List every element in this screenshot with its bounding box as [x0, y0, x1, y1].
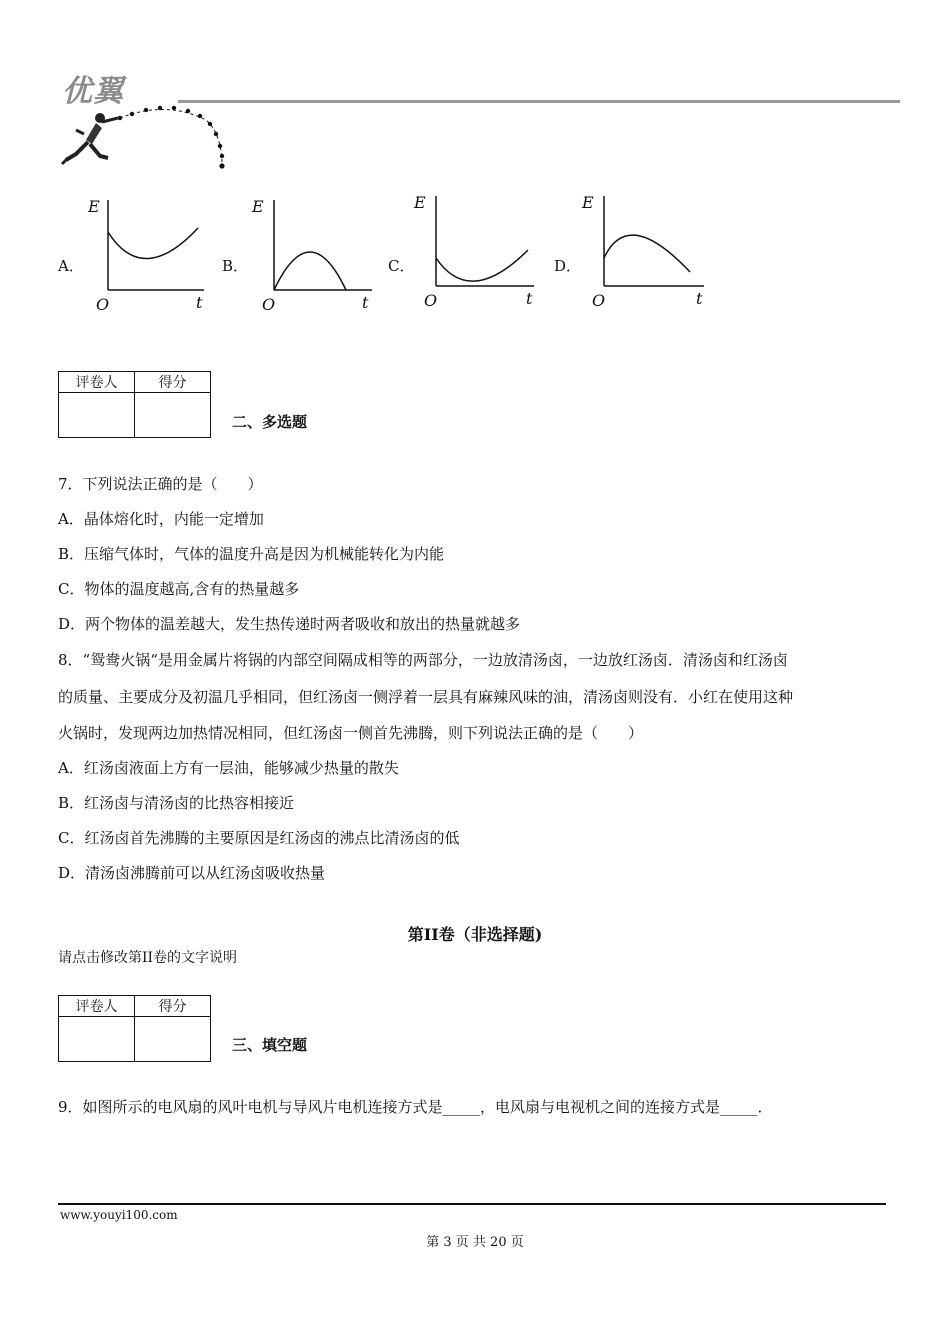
graph-b-origin: O: [262, 295, 276, 314]
score-table-grader-cell: [59, 1017, 135, 1062]
graph-b-x-label: t: [362, 293, 369, 312]
option-d-label: D．: [554, 257, 582, 275]
graph-c-y-label: E: [414, 193, 426, 212]
graph-a-y-label: E: [88, 197, 100, 216]
option-b-label: B．: [222, 257, 249, 275]
footer-divider: [58, 1203, 886, 1205]
graph-d-origin: O: [592, 291, 606, 310]
q7-option-c: C．物体的温度越高,含有的热量越多: [58, 580, 300, 598]
graph-a-origin: O: [96, 295, 110, 314]
score-table-multiple-choice: [58, 371, 211, 438]
part-ii-note: 请点击修改第II卷的文字说明: [58, 950, 238, 966]
q8-option-b: B．红汤卤与清汤卤的比热容相接近: [58, 794, 295, 812]
option-c-label: C．: [388, 257, 415, 275]
q9-stem: 9．如图所示的电风扇的风叶电机与导风片电机连接方式是_____，电风扇与电视机之间的连接方式是_____．: [58, 1098, 773, 1116]
q8-option-a: A．红汤卤液面上方有一层油，能够减少热量的散失: [58, 759, 399, 777]
score-table-score-cell: [135, 393, 211, 438]
section-title-fill-in: 三、填空题: [232, 1036, 308, 1054]
q8-stem-line-3: 火锅时，发现两边加热情况相同，但红汤卤一侧首先沸腾，则下列说法正确的是（ ）: [58, 724, 644, 742]
graph-option-b: [252, 192, 376, 316]
graph-d-x-label: t: [696, 289, 703, 308]
score-table-score-cell: [135, 1017, 211, 1062]
score-table-grader-cell: [59, 393, 135, 438]
q8-option-d: D．清汤卤沸腾前可以从红汤卤吸收热量: [58, 864, 326, 882]
score-table-score-header: 得分: [135, 372, 211, 393]
score-table-grader-header: 评卷人: [59, 372, 135, 393]
graph-b-y-label: E: [252, 197, 264, 216]
graph-a-x-label: t: [196, 293, 203, 312]
q7-option-d: D．两个物体的温差越大，发生热传递时两者吸收和放出的热量就越多: [58, 615, 521, 633]
footer-url: www.youyi100.com: [60, 1208, 178, 1222]
graph-option-c: [412, 188, 536, 312]
part-ii-title: 第II卷（非选择题): [407, 925, 543, 944]
option-a-label: A．: [58, 257, 84, 275]
q7-option-b: B．压缩气体时，气体的温度升高是因为机械能转化为内能: [58, 545, 445, 563]
q7-option-a: A．晶体熔化时，内能一定增加: [58, 510, 264, 528]
q8-option-c: C．红汤卤首先沸腾的主要原因是红汤卤的沸点比清汤卤的低: [58, 829, 460, 847]
score-table-fill-in: [58, 995, 211, 1062]
section-title-multiple-choice: 二、多选题: [232, 413, 308, 431]
graph-c-x-label: t: [526, 289, 533, 308]
graph-d-y-label: E: [582, 193, 594, 212]
graph-option-d: [578, 188, 708, 312]
q8-stem-line-1: 8．“鸳鸯火锅“是用金属片将锅的内部空间隔成相等的两部分，一边放清汤卤，一边放红汤卤．清汤卤和红汤卤: [58, 651, 788, 669]
graph-option-a: [88, 192, 208, 316]
page-number: 第 3 页 共 20 页: [426, 1235, 524, 1250]
score-table-grader-header: 评卷人: [59, 996, 135, 1017]
athlete-throw-illustration: [56, 104, 236, 176]
score-table-score-header: 得分: [135, 996, 211, 1017]
logo-text: 优翼: [62, 74, 124, 109]
q7-stem: 7．下列说法正确的是（ ）: [58, 475, 263, 493]
header-divider: [178, 100, 900, 103]
q8-stem-line-2: 的质量、主要成分及初温几乎相同，但红汤卤一侧浮着一层具有麻辣风味的油，清汤卤则没有．小红在使用这种: [58, 688, 794, 706]
graph-c-origin: O: [424, 291, 438, 310]
